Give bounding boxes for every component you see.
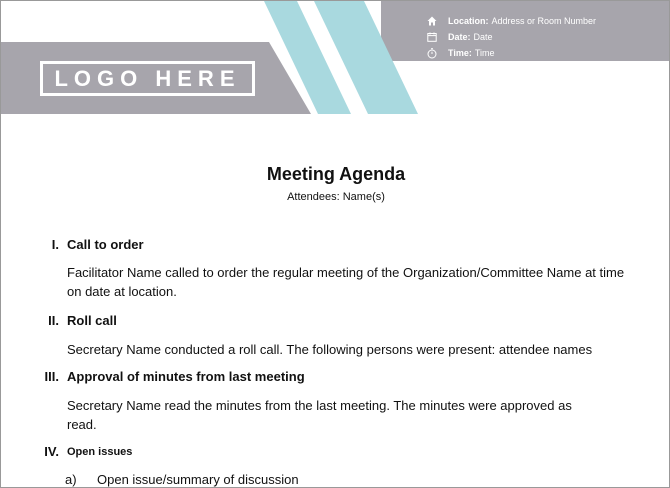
section-1-body: Facilitator Name called to order the regular meeting of the Organization/Committee Name at time on date at location. — [67, 265, 625, 299]
info-location — [425, 13, 596, 29]
section-2-body: Secretary Name conducted a roll call. The following persons were present: attendee names — [67, 342, 593, 357]
logo-placeholder — [40, 61, 255, 96]
section-4-number: IV. — [44, 444, 59, 459]
section-4-heading: Open issues — [67, 446, 133, 458]
meeting-info — [425, 13, 596, 61]
section-2-number: II. — [48, 313, 59, 328]
info-time — [425, 45, 596, 61]
info-time-label: Time: — [448, 48, 472, 58]
info-location-label: Location: — [448, 16, 489, 26]
item-4a-text: Open issue/summary of discussion — [97, 472, 299, 487]
section-3-number: III. — [44, 369, 59, 384]
info-date — [425, 29, 596, 45]
calendar-icon — [425, 31, 439, 43]
page-title: Meeting Agenda — [266, 164, 406, 184]
logo-text: LOGO HERE — [54, 65, 241, 91]
section-1-heading: Call to order — [67, 237, 144, 252]
section-1-number: I. — [51, 237, 59, 252]
stopwatch-icon — [425, 47, 439, 59]
info-date-value: Date — [473, 32, 493, 42]
section-2-heading: Roll call — [67, 313, 117, 328]
info-date-label: Date: — [448, 32, 471, 42]
item-4a-marker: a) — [65, 472, 77, 487]
info-time-value: Time — [474, 48, 495, 58]
section-3-body: Secretary Name read the minutes from the last meeting. The minutes were approved as read. — [67, 398, 572, 432]
info-location-value: Address or Room Number — [491, 16, 597, 26]
home-icon — [425, 15, 439, 27]
section-3-heading: Approval of minutes from last meeting — [67, 369, 305, 384]
attendees-line: Attendees: Name(s) — [287, 191, 385, 203]
